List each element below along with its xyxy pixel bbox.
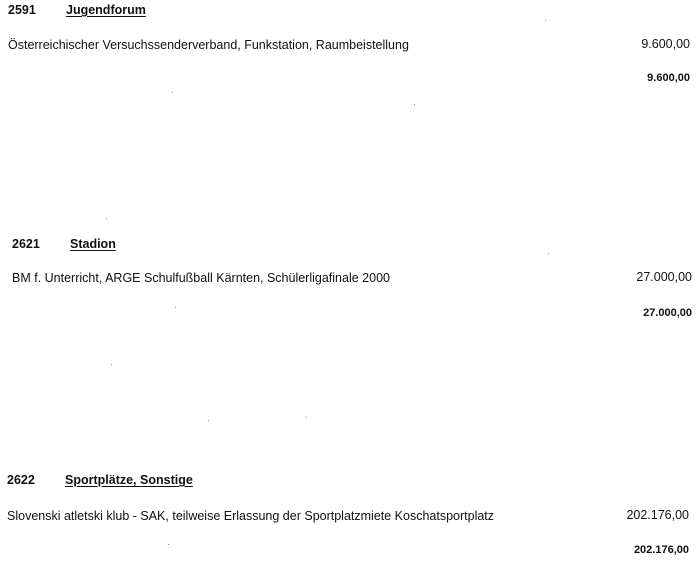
section-heading-2622 — [7, 473, 193, 487]
scan-speck — [548, 253, 549, 254]
section-title: Jugendforum — [66, 3, 146, 17]
scan-speck — [172, 92, 173, 93]
section-total: 27.000,00 — [643, 307, 692, 319]
scan-speck — [306, 417, 307, 418]
scan-speck — [414, 104, 415, 105]
line-item-amount: 202.176,00 — [626, 508, 689, 522]
section-code: 2621 — [12, 237, 40, 251]
section-heading-2621 — [12, 237, 116, 251]
line-item-amount: 27.000,00 — [636, 270, 692, 284]
section-total: 202.176,00 — [633, 544, 689, 556]
scan-speck — [545, 20, 546, 21]
section-code: 2622 — [7, 473, 35, 487]
scan-speck — [208, 420, 209, 421]
section-heading-2591 — [8, 3, 146, 17]
scan-speck — [111, 364, 112, 365]
line-item-amount: 9.600,00 — [641, 37, 690, 51]
section-code: 2591 — [8, 3, 36, 17]
scan-speck — [175, 307, 176, 308]
line-item-description: Österreichischer Versuchssenderverband, Funkstation, Raumbeistellung — [8, 38, 409, 52]
line-item-description: Slovenski atletski klub - SAK, teilweise Erlassung der Sportplatzmiete Koschatsportplatz — [7, 509, 495, 523]
scan-speck — [106, 218, 107, 219]
section-total: 9.600,00 — [647, 72, 690, 84]
section-title: Stadion — [70, 237, 116, 251]
line-item-description: BM f. Unterricht, ARGE Schulfußball Kärnten, Schülerligafinale 2000 — [12, 271, 390, 285]
section-title: Sportplätze, Sonstige — [65, 473, 193, 487]
scan-speck — [168, 544, 169, 545]
